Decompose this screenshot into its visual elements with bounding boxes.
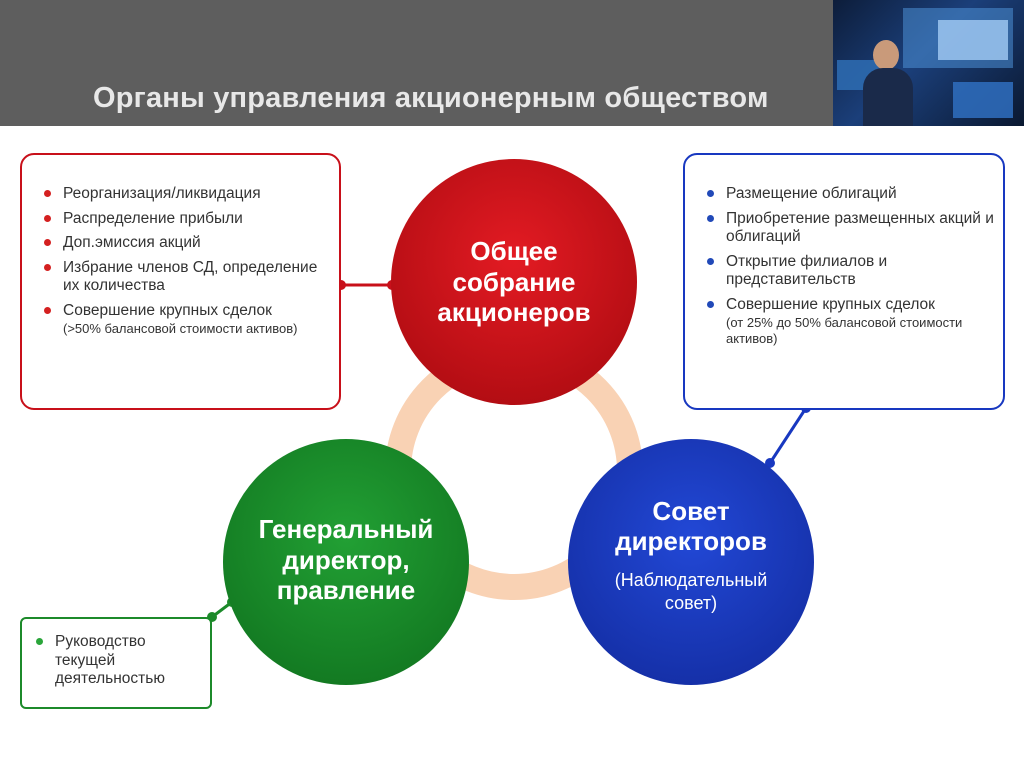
- list-item: Размещение облигаций: [705, 185, 997, 204]
- connector-board: [770, 408, 806, 463]
- list-item: Реорганизация/ликвидация: [42, 185, 332, 204]
- list-item: Открытие филиалов и представительств: [705, 253, 997, 290]
- list-item: Совершение крупных сделок (>50% балансовой стоимости активов): [42, 302, 332, 337]
- board-label: Совет директоров: [615, 495, 767, 556]
- board-sublabel: (Наблюдательный совет): [614, 570, 768, 613]
- board-powers-box: [683, 153, 1005, 410]
- list-item-note: (от 25% до 50% балансовой стоимости активов): [726, 314, 963, 347]
- general-meeting-powers-box: [20, 153, 341, 410]
- list-item: Распределение прибыли: [42, 210, 332, 229]
- list-item-note: (>50% балансовой стоимости активов): [63, 320, 298, 336]
- list-item: Совершение крупных сделок (от 25% до 50% балансовой стоимости активов): [705, 296, 997, 348]
- ceo-label: Генеральный директор, правление: [258, 514, 434, 606]
- list-item: Избрание членов СД, определение их количества: [42, 259, 332, 296]
- board-circle: [568, 439, 814, 685]
- list-item: Приобретение размещенных акций и облигаций: [705, 210, 997, 247]
- page-title: Органы управления акционерным обществом: [93, 82, 769, 114]
- list-item: Доп.эмиссия акций: [42, 234, 332, 253]
- list-item: Руководство текущей деятельностью: [34, 633, 204, 689]
- ceo-powers-box: [20, 617, 212, 709]
- general-meeting-label: Общее собрание акционеров: [437, 236, 591, 328]
